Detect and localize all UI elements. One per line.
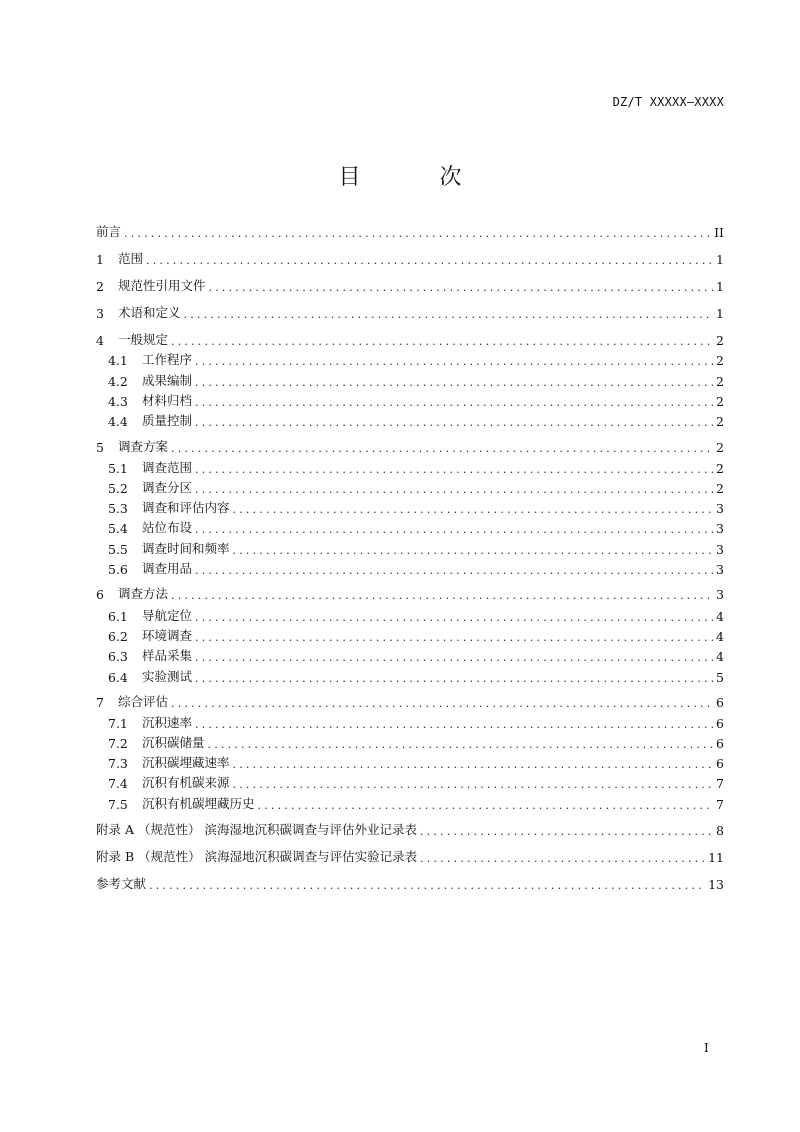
dot-leader [233,503,714,516]
toc-entry-label: 规范性引用文件 [118,278,206,293]
toc-entry[interactable] [96,435,724,455]
toc-entry-number: 5 [96,440,104,455]
dot-leader [258,799,714,812]
toc-entry-label: 沉积碳埋藏速率 [142,755,230,770]
page-number: I [704,1041,709,1055]
dot-leader [420,825,713,838]
toc-entry[interactable] [96,690,724,710]
toc-entry-label: 工作程序 [142,352,193,367]
toc-entry-page: 11 [708,850,724,865]
toc-entry-page: 6 [716,695,724,710]
toc-entry-number: 7.3 [108,756,128,771]
toc-entry-label: 综合评估 [118,694,169,709]
toc-entry-number: 7.5 [108,797,128,812]
dot-leader [195,611,713,624]
dot-leader [195,483,713,496]
toc-entry-label: 沉积有机碳来源 [142,775,230,790]
toc-entry-label: 导航定位 [142,608,193,623]
dot-leader [233,544,714,557]
dot-leader [195,355,713,368]
toc-entry-page: 5 [716,670,724,685]
toc-entry[interactable] [96,845,724,865]
toc-entry[interactable] [108,456,724,476]
toc-entry-number: 4 [96,333,104,348]
toc-entry-number: 1 [96,252,104,267]
dot-leader [171,697,713,710]
toc-entry-page: 7 [716,776,724,791]
toc-entry-label: 术语和定义 [118,305,181,320]
toc-entry[interactable] [96,220,724,240]
toc-entry-label: 站位布设 [142,520,193,535]
dot-leader [208,738,714,751]
toc-entry-number: 7 [96,695,104,710]
toc-entry-number: 6.4 [108,670,128,685]
toc-entry-number: 7.2 [108,736,128,751]
dot-leader [171,442,713,455]
toc-entry-number: 5.5 [108,542,128,557]
toc-entry[interactable] [96,582,724,602]
toc-entry[interactable] [108,369,724,389]
toc-entry-number: 4.4 [108,414,128,429]
toc-entry-page: 2 [716,353,724,368]
toc-entry[interactable] [108,731,724,751]
toc-entry-page: 6 [716,716,724,731]
toc-entry-page: 3 [716,521,724,536]
toc-entry[interactable] [108,624,724,644]
toc-entry-label: 样品采集 [142,648,193,663]
toc-entry-page: 4 [716,609,724,624]
toc-entry[interactable] [96,247,724,267]
toc-entry-number: 5.6 [108,562,128,577]
toc-entry-page: 3 [716,501,724,516]
dot-leader [195,523,713,536]
toc-entry-page: 1 [716,279,724,294]
toc-entry[interactable] [108,604,724,624]
toc-entry-label: 成果编制 [142,373,193,388]
toc-entry-number: 6 [96,587,104,602]
toc-entry-label: 环境调查 [142,628,193,643]
toc-entry-number: 5.1 [108,461,128,476]
toc-entry-label: 沉积碳储量 [142,735,205,750]
toc-entry-number: 5.4 [108,521,128,536]
dot-leader [171,589,713,602]
toc-entry[interactable] [108,476,724,496]
toc-entry[interactable] [108,348,724,368]
toc-entry[interactable] [108,516,724,536]
toc-entry-label: 附录 A （规范性） 滨海湿地沉积碳调查与评估外业记录表 [96,822,417,837]
dot-leader [124,227,711,240]
toc-entry-page: 2 [716,394,724,409]
toc-entry-page: 2 [716,481,724,496]
toc-entry-page: 13 [708,877,724,892]
toc-entry-label: 调查方案 [118,439,169,454]
toc-entry-number: 4.2 [108,374,128,389]
toc-entry-label: 调查分区 [142,480,193,495]
toc-entry-page: 2 [716,461,724,476]
dot-leader [195,651,713,664]
toc-entry-page: 2 [716,440,724,455]
toc-entry-number: 6.1 [108,609,128,624]
dot-leader [195,396,713,409]
toc-entry[interactable] [108,771,724,791]
toc-entry-label: 调查范围 [142,460,193,475]
dot-leader [420,852,705,865]
toc-entry-label: 调查和评估内容 [142,500,230,515]
dot-leader [171,335,713,348]
toc-entry[interactable] [96,328,724,348]
toc-entry-label: 实验测试 [142,669,193,684]
document-code: DZ/T XXXXX—XXXX [612,95,724,109]
dot-leader [184,308,714,321]
dot-leader [146,254,713,267]
toc-entry-page: 4 [716,629,724,644]
toc-entry-number: 2 [96,279,104,294]
toc-entry-label: 调查时间和频率 [142,541,230,556]
toc-entry-label: 附录 B （规范性） 滨海湿地沉积碳调查与评估实验记录表 [96,849,418,864]
toc-entry-number: 7.1 [108,716,128,731]
toc-entry-page: 3 [716,562,724,577]
toc-entry-number: 4.3 [108,394,128,409]
dot-leader [209,281,714,294]
toc-entry-page: 8 [716,823,724,838]
dot-leader [195,376,713,389]
toc-entry-label: 质量控制 [142,413,193,428]
toc-entry-page: 2 [716,414,724,429]
dot-leader [195,416,713,429]
toc-entry-page: 6 [716,736,724,751]
toc-entry-page: II [714,225,724,240]
toc-entry-page: 6 [716,756,724,771]
toc-entry-number: 6.3 [108,649,128,664]
toc-entry[interactable] [108,792,724,812]
toc-entry-page: 4 [716,649,724,664]
toc-entry-label: 材料归档 [142,393,193,408]
toc-entry-label: 调查用品 [142,561,193,576]
toc-entry[interactable] [108,537,724,557]
toc-entry-label: 沉积有机碳埋藏历史 [142,796,255,811]
toc-entry-page: 1 [716,252,724,267]
toc-entry[interactable] [108,644,724,664]
dot-leader [195,564,713,577]
toc-entry[interactable] [96,301,724,321]
dot-leader [195,672,713,685]
dot-leader [195,718,713,731]
toc-entry-label: 范围 [118,251,144,266]
dot-leader [233,778,714,791]
toc-entry[interactable] [96,872,724,892]
toc-entry[interactable] [96,818,724,838]
toc-entry-page: 1 [716,306,724,321]
toc-entry[interactable] [108,496,724,516]
toc-entry[interactable] [108,711,724,731]
toc-entry-label: 前言 [96,224,122,239]
toc-entry-label: 调查方法 [118,586,169,601]
toc-entry[interactable] [96,274,724,294]
dot-leader [233,758,714,771]
toc-entry-label: 沉积速率 [142,715,193,730]
toc-entry-number: 6.2 [108,629,128,644]
toc-entry[interactable] [108,389,724,409]
toc-entry-number: 4.1 [108,353,128,368]
page-title: 目 次 [338,165,498,190]
toc-entry-page: 3 [716,542,724,557]
dot-leader [195,463,713,476]
toc-entry-page: 3 [716,587,724,602]
toc-entry[interactable] [108,665,724,685]
toc-entry[interactable] [108,557,724,577]
toc-entry-label: 一般规定 [118,332,169,347]
toc-entry[interactable] [108,751,724,771]
toc-entry-number: 3 [96,306,104,321]
toc-entry-page: 2 [716,333,724,348]
toc-entry-number: 5.3 [108,501,128,516]
dot-leader [195,631,713,644]
toc-entry-number: 5.2 [108,481,128,496]
dot-leader [149,879,705,892]
toc-entry-page: 2 [716,374,724,389]
toc-entry-number: 7.4 [108,776,128,791]
toc-entry-page: 7 [716,797,724,812]
toc-entry[interactable] [108,409,724,429]
toc-entry-label: 参考文献 [96,876,147,891]
